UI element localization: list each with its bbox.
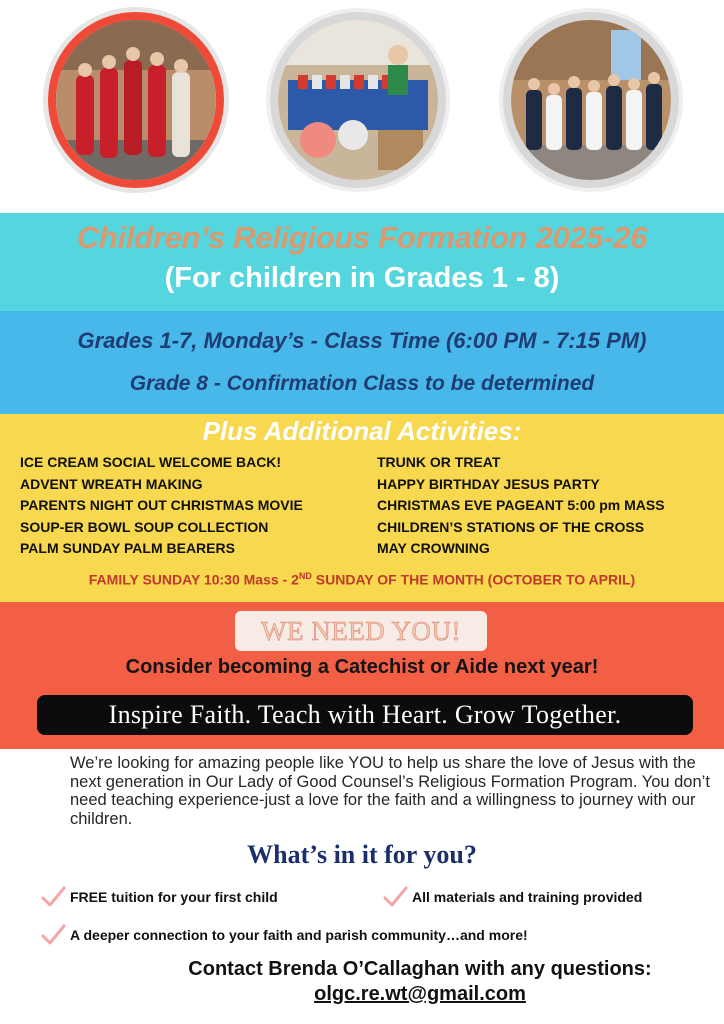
photo-soup-collection-icon <box>278 20 438 180</box>
recruit-paragraph: We’re looking for amazing people like YOU to help us share the love of Jesus with the next generation in Our Lady of Good Counsel’s Religious Formation Program. You don’t need teaching experience-just a love for the faith and a willingness to journey with our children. <box>70 754 710 828</box>
benefit-connection <box>40 927 640 951</box>
class-band <box>0 311 724 414</box>
family-sunday-ordinal: ND <box>298 571 312 581</box>
family-sunday-suffix: SUNDAY OF THE MONTH (OCTOBER TO APRIL) <box>311 571 636 588</box>
activity-item: PALM SUNDAY PALM BEARERS <box>20 540 235 556</box>
soup-collection-photo <box>270 12 446 188</box>
confirmation-group-photo <box>48 12 224 188</box>
activity-item: ADVENT WREATH MAKING <box>20 475 203 492</box>
class-schedule-grades-1-7: Grades 1-7, Monday’s - Class Time (6:00 PM - 7:15 PM) <box>77 328 647 353</box>
page-title: Children’s Religious Formation 2025-26 <box>76 220 648 255</box>
we-need-you-banner: WE NEED YOU! <box>235 611 487 651</box>
family-sunday-prefix: FAMILY SUNDAY 10:30 Mass - 2 <box>88 571 299 588</box>
activity-item: CHILDREN’S STATIONS OF THE CROSS <box>377 518 645 535</box>
activities-list-left <box>20 452 303 560</box>
family-sunday-note <box>0 571 724 588</box>
check-icon <box>382 885 408 909</box>
activity-item: MAY CROWNING <box>377 540 490 556</box>
first-communion-group-photo <box>503 12 679 188</box>
benefit-text: FREE tuition for your first child <box>70 889 278 905</box>
photo-row <box>0 0 724 213</box>
activities-list-right <box>377 452 665 560</box>
activities-heading: Plus Additional Activities: <box>202 416 522 446</box>
contact-line: Contact Brenda O’Callaghan with any questions: <box>188 958 652 980</box>
photo-first-communion-group-icon <box>511 20 671 180</box>
activity-item: TRUNK OR TREAT <box>377 454 501 470</box>
catechist-call: Consider becoming a Catechist or Aide next year! <box>125 656 599 678</box>
benefit-text: A deeper connection to your faith and parish community…and more! <box>70 927 528 943</box>
tagline-banner: Inspire Faith. Teach with Heart. Grow Together. <box>37 695 693 735</box>
activity-item: PARENTS NIGHT OUT CHRISTMAS MOVIE <box>20 497 303 513</box>
class-schedule-grade-8: Grade 8 - Confirmation Class to be determined <box>129 372 595 395</box>
check-icon <box>40 885 66 909</box>
activity-item: ICE CREAM SOCIAL WELCOME BACK! <box>20 454 282 470</box>
benefit-materials <box>382 889 712 913</box>
activity-item: HAPPY BIRTHDAY JESUS PARTY <box>377 475 600 492</box>
photo-confirmation-group-icon <box>56 20 216 180</box>
activity-item: CHRISTMAS EVE PAGEANT 5:00 pm MASS <box>377 497 665 513</box>
page-subtitle: (For children in Grades 1 - 8) <box>164 262 560 294</box>
benefit-text: All materials and training provided <box>412 889 643 905</box>
contact-email-link[interactable]: olgc.re.wt@gmail.com <box>314 983 526 1005</box>
whats-in-it-heading: What’s in it for you? <box>247 840 477 869</box>
activity-item: SOUP-ER BOWL SOUP COLLECTION <box>20 518 269 535</box>
benefit-free-tuition <box>40 889 360 913</box>
check-icon <box>40 923 66 947</box>
